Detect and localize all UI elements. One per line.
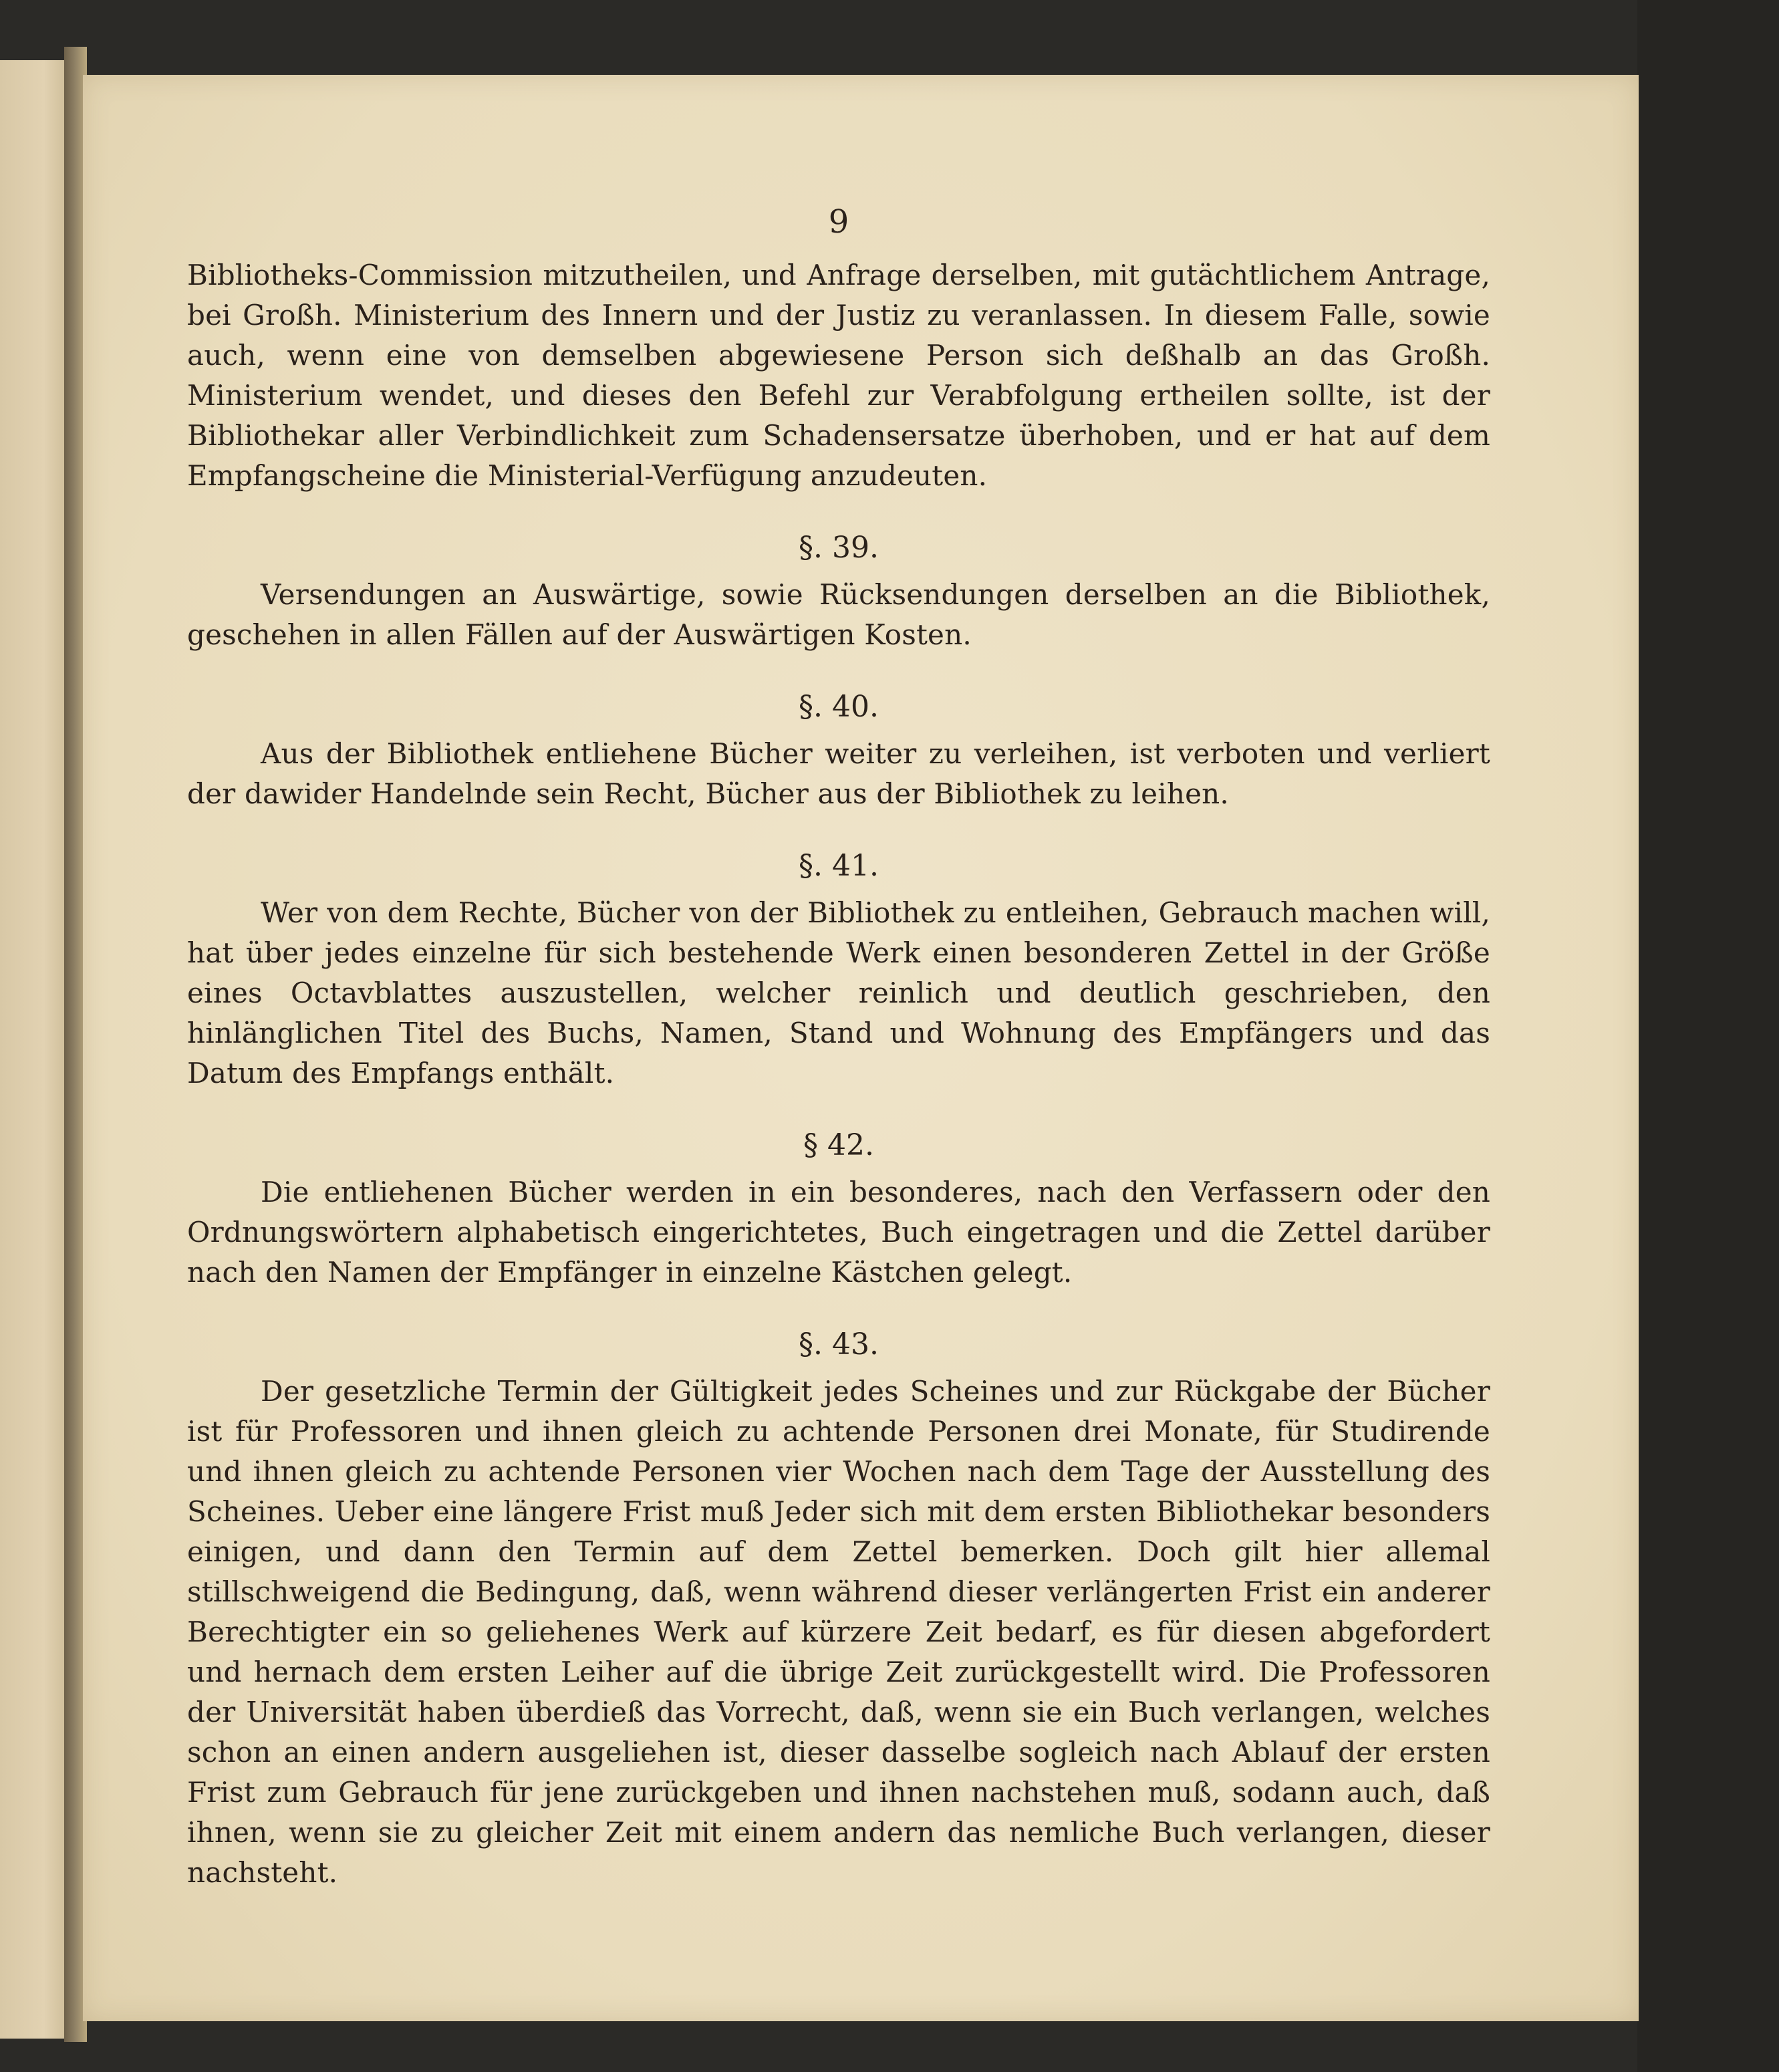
section-heading: §. 39. <box>799 531 879 565</box>
document-page <box>83 75 1639 2021</box>
section-text: Versendungen an Auswärtige, sowie Rücksendungen derselben an die Bibliothek, geschehen in allen Fällen auf der Auswärtigen Kosten. <box>187 578 1490 651</box>
section-heading: §. 41. <box>799 849 879 883</box>
page-number: 9 <box>828 203 849 241</box>
section-40 <box>187 687 1490 814</box>
section-text: Der gesetzliche Termin der Gültigkeit jedes Scheines und zur Rückgabe der Bücher ist für Professoren und ihnen gleich zu achtende Personen drei Monate, für Studirende und ihnen gleich zu achtende Personen vier Wochen nach dem Tage der Ausstellung des Scheines. Ueber eine längere Frist muß Jeder sich mit dem ersten Bibliothekar besonders einigen, und dann den Termin auf dem Zettel bemerken. Doch gilt hier allemal stillschweigend die Bedingung, daß, wenn während dieser verlängerten Frist ein anderer Berechtigter ein so geliehenes Werk auf kürzere Zeit bedarf, es für diesen abgefordert und hernach dem ersten Leiher auf die übrige Zeit zurückgestellt wird. Die Professoren der Universität haben überdieß das Vorrecht, daß, wenn sie ein Buch verlangen, welches schon an einen andern ausgeliehen ist, dieser dasselbe sogleich nach Ablauf der ersten Frist zum Gebrauch für jene zurückgeben und ihnen nachstehen muß, sodann auch, daß ihnen, wenn sie zu gleicher Zeit mit einem andern das nemliche Buch verlangen, dieser nachsteht. <box>187 1375 1490 1889</box>
section-43 <box>187 1325 1490 1893</box>
section-heading: § 42. <box>803 1128 874 1162</box>
section-heading: §. 40. <box>799 690 879 724</box>
section-heading: §. 43. <box>799 1327 879 1362</box>
intro-paragraph: Bibliotheks-Commission mitzutheilen, und Anfrage derselben, mit gutächtlichem Antrage, bei Großh. Ministerium des Innern und der Justiz zu veranlassen. In diesem Falle, sowie auch, wenn eine von demselben abgewiesene Person sich deßhalb an das Großh. Ministerium wendet, und dieses den Befehl zur Verabfolgung ertheilen sollte, ist der Bibliothekar aller Verbindlichkeit zum Schadensersatze überhoben, und er hat auf dem Empfangscheine die Ministerial-Verfügung anzudeuten. <box>187 259 1490 492</box>
section-39 <box>187 528 1490 655</box>
section-text: Wer von dem Rechte, Bücher von der Bibliothek zu entleihen, Gebrauch machen will, hat über jedes einzelne für sich bestehende Werk einen besonderen Zettel in der Größe eines Octavblattes auszustellen, welcher reinlich und deutlich geschrieben, den hinlänglichen Titel des Buchs, Namen, Stand und Wohnung des Empfängers und das Datum des Empfangs enthält. <box>187 896 1490 1089</box>
section-41 <box>187 846 1490 1093</box>
scan-background <box>1637 0 1779 2072</box>
section-42 <box>187 1126 1490 1293</box>
section-text: Die entliehenen Bücher werden in ein besonderes, nach den Verfassern oder den Ordnungswörtern alphabetisch eingerichtetes, Buch eingetragen und die Zettel darüber nach den Namen der Empfänger in einzelne Kästchen gelegt. <box>187 1176 1490 1289</box>
facing-page-edge <box>0 60 74 2039</box>
section-text: Aus der Bibliothek entliehene Bücher weiter zu verleihen, ist verboten und verliert der dawider Handelnde sein Recht, Bücher aus der Bibliothek zu leihen. <box>187 737 1490 810</box>
page-text-block <box>187 202 1490 1893</box>
